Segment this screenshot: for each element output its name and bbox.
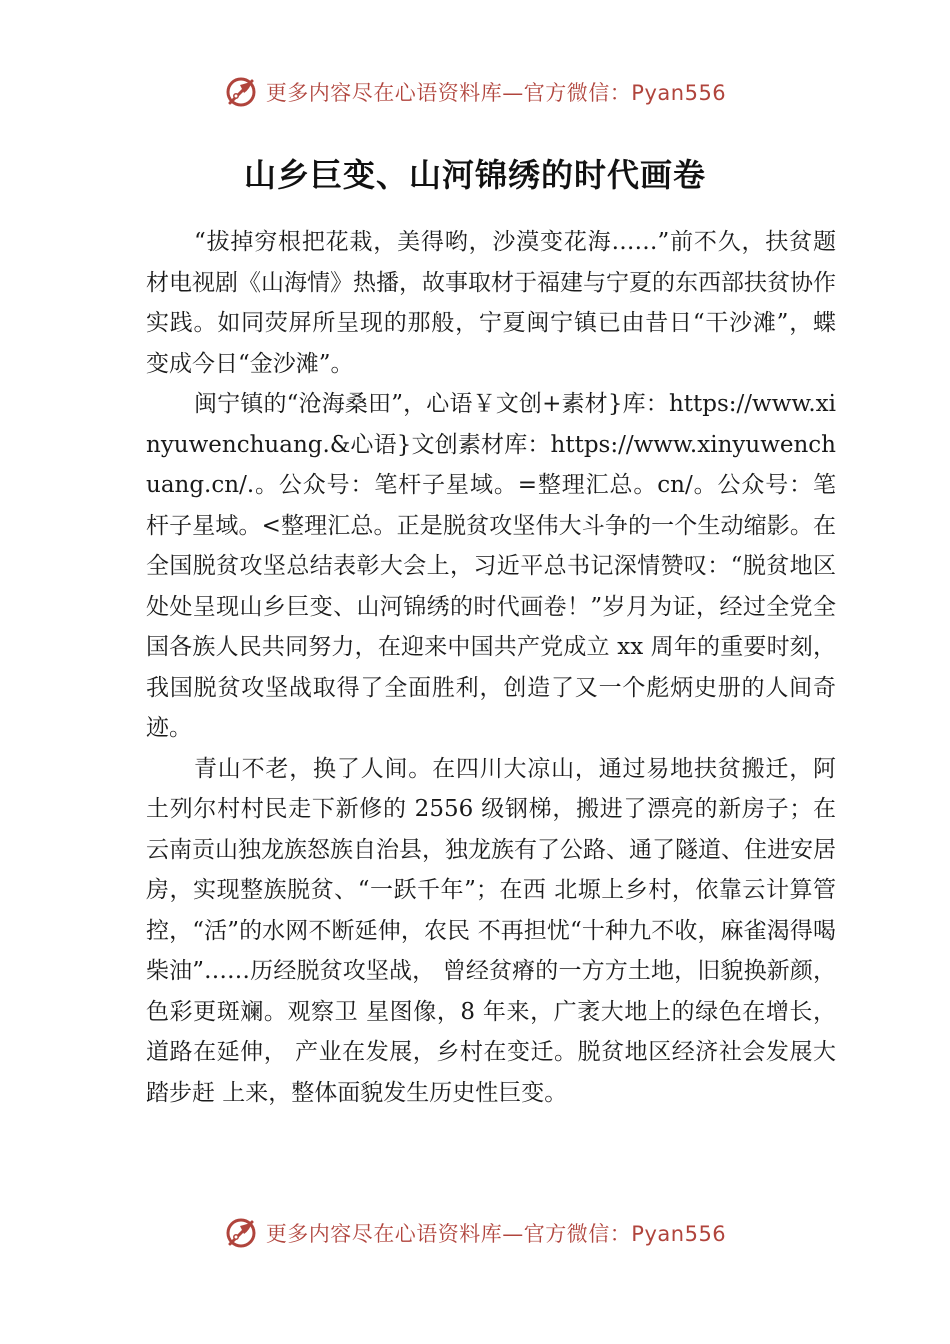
paragraph-1: “拔掉穷根把花栽，美得哟，沙漠变花海……”前不久，扶贫题材电视剧《山海情》热播，故事取材于福建与宁夏的东西部扶贫协作实践。如同荧屏所呈现的那般，宁夏闽宁镇已由昔日“干沙滩”，蝶变成今日“金沙滩”。 [146, 229, 836, 377]
paragraph-3: 青山不老，换了人间。在四川大凉山，通过易地扶贫搬迁，阿土列尔村村民走下新修的 2556 级钢梯，搬进了漂亮的新房子；在云南贡山独龙族怒族自治县，独龙族有了公路、通了隧道、住进安居房，实现整族脱贫、“一跃千年”；在西 北塬上乡村，依靠云计算管控，“活”的水网不断延伸，农民 不再担忧“十种九不收，麻雀渴得喝柴油”……历经脱贫攻坚战， 曾经贫瘠的一方方土地，旧貌换新颜，色彩更斑斓。观察卫 星图像，8 年来，广袤大地上的绿色在增长，道路在延伸， 产业在发展，乡村在变迁。脱贫地区经济社会发展大踏步赶 上来，整体面貌发生历史性巨变。 [146, 755, 836, 1106]
header-banner-text: 更多内容尽在心语资料库—官方微信：Pyan556 [265, 81, 727, 105]
quill-logo-icon [224, 75, 258, 109]
article-body [146, 222, 836, 1113]
footer-banner-text: 更多内容尽在心语资料库—官方微信：Pyan556 [265, 1222, 727, 1246]
header-banner [0, 70, 950, 114]
paragraph-2: 闽宁镇的“沧海桑田”，心语￥文创+素材}库：https://www.xinyuwenchuang.&心语}文创素材库：https://www.xinyuwenchuang.cn/.。公众号：笔杆子星域。=整理汇总。cn/。公众号：笔杆子星域。<整理汇总。正是脱贫攻坚伟大斗争的一个生动缩影。在全国脱贫攻坚总结表彰大会上，习近平总书记深情赞叹：“脱贫地区处处呈现山乡巨变、山河锦绣的时代画卷！”岁月为证，经过全党全国各族人民共同努力，在迎来中国共产党成立 xx 周年的重要时刻，我国脱贫攻坚战取得了全面胜利，创造了又一个彪炳史册的人间奇迹。 [146, 391, 836, 741]
quill-logo-icon [224, 1216, 258, 1250]
footer-banner [0, 1211, 950, 1255]
page-title: 山乡巨变、山河锦绣的时代画卷 [243, 156, 706, 194]
